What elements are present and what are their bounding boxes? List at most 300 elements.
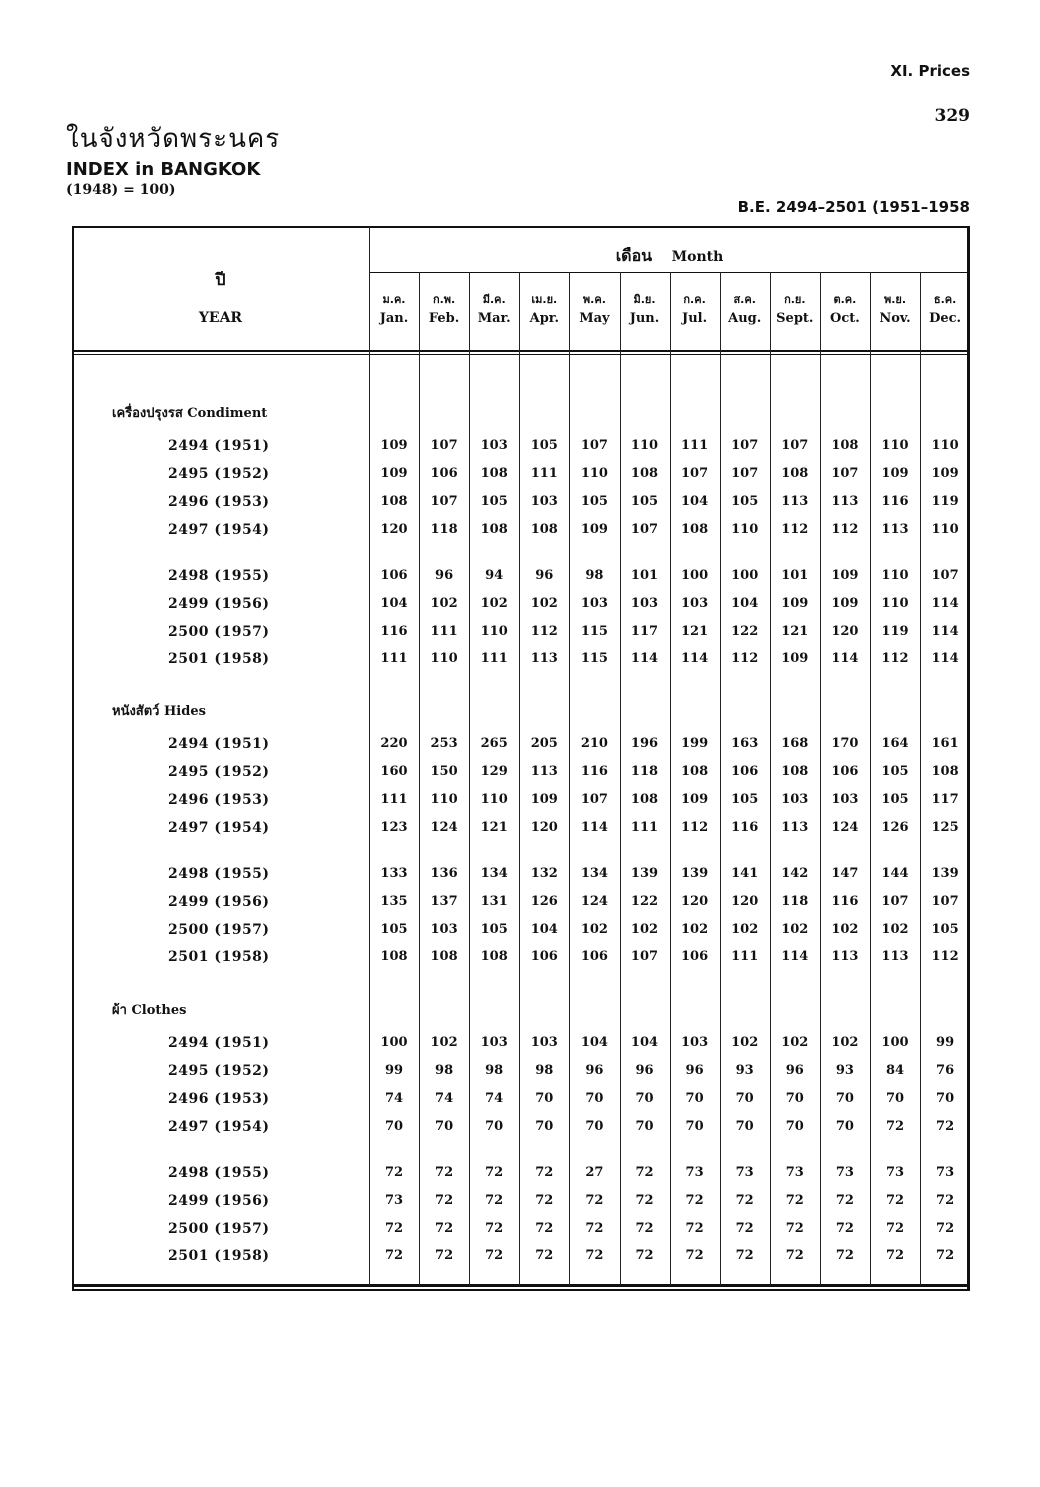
table-cell: 105: [731, 494, 759, 509]
table-cell: 118: [630, 764, 659, 779]
table-cell: 73: [384, 1193, 404, 1208]
table-cell: 106: [681, 949, 709, 964]
table-cell: 102: [430, 1035, 458, 1050]
table-cell: 102: [480, 596, 508, 611]
table-cell: 113: [530, 651, 558, 666]
table-cell: 101: [630, 568, 659, 583]
table-cell: 115: [580, 651, 608, 666]
table-cell: 105: [881, 792, 909, 807]
table-cell: 72: [835, 1221, 854, 1236]
month-column-header: [920, 290, 970, 328]
table-cell: 210: [580, 736, 608, 751]
table-cell: 96: [635, 1063, 654, 1078]
table-cell: 73: [936, 1165, 955, 1180]
table-cell: 117: [630, 624, 659, 639]
table-cell: 139: [931, 866, 959, 881]
table-cell: 70: [835, 1119, 854, 1134]
table-cell: 114: [931, 651, 959, 666]
month-column-header: [770, 290, 820, 328]
month-eng: Oct.: [830, 311, 860, 326]
table-cell: 114: [630, 651, 659, 666]
table-cell: 70: [735, 1119, 754, 1134]
table-cell: 74: [485, 1091, 504, 1106]
table-cell: 108: [931, 764, 959, 779]
table-cell: 110: [480, 792, 508, 807]
table-cell: 112: [781, 522, 809, 537]
table-cell: 108: [630, 466, 659, 481]
row-year-label: 2499 (1956): [168, 596, 270, 612]
thai-title: ในจังหวัดพระนคร: [66, 124, 281, 154]
table-cell: 164: [881, 736, 909, 751]
table-cell: 70: [435, 1119, 454, 1134]
table-cell: 110: [630, 438, 659, 453]
table-cell: 93: [735, 1063, 754, 1078]
section-tag: XI. Prices: [890, 62, 970, 80]
table-cell: 104: [731, 596, 759, 611]
table-cell: 120: [530, 820, 558, 835]
table-cell: 100: [681, 568, 709, 583]
table-cell: 114: [931, 624, 959, 639]
table-cell: 126: [881, 820, 909, 835]
table-cell: 220: [380, 736, 408, 751]
table-cell: 125: [931, 820, 959, 835]
month-thai: ธ.ค.: [933, 293, 957, 306]
month-thai: ส.ค.: [733, 293, 756, 306]
table-cell: 108: [681, 522, 709, 537]
month-thai: ต.ค.: [833, 293, 857, 306]
table-cell: 114: [580, 820, 608, 835]
row-year-label: 2501 (1958): [168, 651, 270, 667]
month-column-header: [419, 290, 469, 328]
table-cell: 105: [580, 494, 608, 509]
table-cell: 101: [781, 568, 809, 583]
table-cell: 105: [731, 792, 759, 807]
month-thai: ม.ค.: [382, 293, 406, 306]
price-index-table: [72, 226, 970, 1293]
row-year-label: 2500 (1957): [168, 922, 270, 938]
row-year-label: 2495 (1952): [168, 1063, 270, 1079]
table-cell: 106: [731, 764, 759, 779]
row-year-label: 2497 (1954): [168, 1119, 270, 1135]
table-cell: 108: [530, 522, 558, 537]
table-cell: 102: [731, 922, 759, 937]
table-cell: 113: [530, 764, 558, 779]
table-cell: 103: [831, 792, 859, 807]
table-cell: 72: [485, 1248, 504, 1263]
table-cell: 70: [885, 1091, 905, 1106]
table-cell: 72: [885, 1193, 905, 1208]
table-cell: 107: [630, 949, 659, 964]
table-cell: 106: [430, 466, 458, 481]
table-cell: 96: [785, 1063, 804, 1078]
table-cell: 72: [384, 1248, 404, 1263]
period-label: B.E. 2494–2501 (1951–1958: [737, 198, 970, 216]
table-cell: 96: [685, 1063, 704, 1078]
row-year-label: 2501 (1958): [168, 949, 270, 965]
table-cell: 160: [380, 764, 408, 779]
table-cell: 102: [430, 596, 458, 611]
table-cell: 73: [685, 1165, 704, 1180]
table-cell: 110: [931, 438, 959, 453]
table-cell: 72: [535, 1248, 554, 1263]
table-cell: 107: [831, 466, 859, 481]
table-cell: 109: [781, 651, 809, 666]
table-cell: 105: [630, 494, 659, 509]
table-cell: 107: [580, 438, 608, 453]
table-cell: 74: [384, 1091, 404, 1106]
table-cell: 109: [931, 466, 959, 481]
month-column-header: [469, 290, 519, 328]
table-cell: 116: [881, 494, 909, 509]
table-cell: 102: [781, 1035, 809, 1050]
table-cell: 115: [580, 624, 608, 639]
row-year-label: 2498 (1955): [168, 866, 270, 882]
table-cell: 70: [635, 1091, 654, 1106]
table-cell: 114: [781, 949, 809, 964]
table-cell: 107: [430, 494, 458, 509]
table-cell: 133: [380, 866, 408, 881]
month-header-thai: เดือน: [615, 246, 653, 265]
table-cell: 108: [380, 494, 408, 509]
table-cell: 168: [781, 736, 809, 751]
table-cell: 112: [831, 522, 859, 537]
table-cell: 72: [785, 1193, 804, 1208]
table-cell: 142: [781, 866, 809, 881]
table-cell: 144: [881, 866, 909, 881]
table-cell: 104: [580, 1035, 608, 1050]
table-bottom-border: [72, 1284, 970, 1287]
table-cell: 72: [635, 1248, 654, 1263]
table-cell: 102: [580, 922, 608, 937]
table-cell: 70: [785, 1119, 804, 1134]
table-cell: 107: [630, 522, 659, 537]
table-cell: 72: [936, 1119, 955, 1134]
month-eng: Nov.: [879, 311, 911, 326]
table-cell: 72: [485, 1193, 504, 1208]
table-cell: 72: [936, 1193, 955, 1208]
table-cell: 108: [480, 466, 508, 481]
month-eng: Aug.: [728, 311, 762, 326]
table-cell: 122: [630, 894, 659, 909]
table-cell: 134: [580, 866, 608, 881]
month-thai: พ.ค.: [582, 293, 606, 306]
table-cell: 96: [435, 568, 454, 583]
table-cell: 116: [731, 820, 759, 835]
row-year-label: 2496 (1953): [168, 494, 270, 510]
month-column-header: [569, 290, 619, 328]
row-year-label: 2498 (1955): [168, 568, 270, 584]
table-cell: 107: [931, 568, 959, 583]
table-cell: 126: [530, 894, 558, 909]
month-eng: Jan.: [379, 311, 409, 326]
table-cell: 109: [380, 466, 408, 481]
table-cell: 116: [380, 624, 408, 639]
table-cell: 120: [831, 624, 859, 639]
table-cell: 110: [480, 624, 508, 639]
month-eng: Apr.: [529, 311, 559, 326]
table-cell: 108: [831, 438, 859, 453]
table-cell: 113: [881, 522, 909, 537]
table-cell: 116: [831, 894, 859, 909]
table-cell: 72: [435, 1221, 454, 1236]
table-cell: 105: [931, 922, 959, 937]
table-cell: 104: [530, 922, 558, 937]
table-cell: 102: [731, 1035, 759, 1050]
month-column-header: [369, 290, 419, 328]
table-cell: 111: [630, 820, 659, 835]
table-cell: 70: [585, 1119, 604, 1134]
table-cell: 109: [781, 596, 809, 611]
table-cell: 109: [380, 438, 408, 453]
table-cell: 114: [831, 651, 859, 666]
table-cell: 73: [735, 1165, 754, 1180]
table-cell: 72: [535, 1193, 554, 1208]
table-cell: 105: [881, 764, 909, 779]
table-cell: 108: [630, 792, 659, 807]
table-cell: 265: [480, 736, 508, 751]
table-cell: 72: [535, 1221, 554, 1236]
table-cell: 104: [630, 1035, 659, 1050]
table-cell: 72: [835, 1248, 854, 1263]
month-eng: Dec.: [929, 311, 962, 326]
table-cell: 108: [781, 764, 809, 779]
table-cell: 131: [480, 894, 508, 909]
month-eng: Feb.: [428, 311, 460, 326]
table-cell: 124: [831, 820, 859, 835]
table-cell: 73: [885, 1165, 905, 1180]
table-cell: 111: [480, 651, 508, 666]
table-cell: 113: [881, 949, 909, 964]
table-cell: 139: [681, 866, 709, 881]
row-year-label: 2495 (1952): [168, 466, 270, 482]
table-cell: 70: [384, 1119, 404, 1134]
table-cell: 72: [485, 1221, 504, 1236]
table-cell: 96: [535, 568, 554, 583]
table-cell: 107: [681, 466, 709, 481]
table-cell: 105: [380, 922, 408, 937]
table-cell: 113: [831, 949, 859, 964]
table-cell: 161: [931, 736, 959, 751]
table-cell: 98: [435, 1063, 454, 1078]
table-cell: 110: [731, 522, 759, 537]
table-cell: 72: [585, 1221, 604, 1236]
table-cell: 117: [931, 792, 959, 807]
table-cell: 110: [881, 438, 909, 453]
table-cell: 108: [480, 522, 508, 537]
table-cell: 105: [530, 438, 558, 453]
table-cell: 100: [380, 1035, 408, 1050]
month-column-header: [870, 290, 920, 328]
table-cell: 84: [885, 1063, 905, 1078]
table-cell: 72: [936, 1248, 955, 1263]
table-cell: 103: [480, 1035, 508, 1050]
table-cell: 121: [480, 820, 508, 835]
table-cell: 70: [936, 1091, 955, 1106]
table-cell: 102: [630, 922, 659, 937]
table-cell: 196: [630, 736, 659, 751]
table-cell: 124: [430, 820, 458, 835]
table-cell: 112: [731, 651, 759, 666]
table-bottom-border-2: [72, 1289, 970, 1291]
table-cell: 114: [931, 596, 959, 611]
table-cell: 72: [735, 1248, 754, 1263]
table-cell: 120: [731, 894, 759, 909]
month-column-header: [820, 290, 870, 328]
table-cell: 122: [731, 624, 759, 639]
table-cell: 72: [485, 1165, 504, 1180]
table-cell: 70: [785, 1091, 804, 1106]
table-cell: 93: [835, 1063, 854, 1078]
table-cell: 70: [485, 1119, 504, 1134]
month-thai: เม.ย.: [531, 293, 558, 306]
month-thai: ก.พ.: [432, 293, 456, 306]
table-cell: 105: [480, 922, 508, 937]
table-cell: 147: [831, 866, 859, 881]
table-cell: 98: [485, 1063, 504, 1078]
table-cell: 107: [430, 438, 458, 453]
table-cell: 163: [731, 736, 759, 751]
month-thai: พ.ย.: [883, 293, 907, 306]
table-cell: 102: [681, 922, 709, 937]
table-cell: 103: [430, 922, 458, 937]
table-cell: 103: [480, 438, 508, 453]
row-year-label: 2500 (1957): [168, 1221, 270, 1237]
table-cell: 109: [530, 792, 558, 807]
month-column-header: [620, 290, 670, 328]
table-cell: 72: [585, 1248, 604, 1263]
table-cell: 103: [580, 596, 608, 611]
table-cell: 72: [885, 1248, 905, 1263]
table-cell: 104: [380, 596, 408, 611]
table-cell: 102: [831, 922, 859, 937]
month-eng: Sept.: [776, 311, 814, 326]
table-cell: 94: [485, 568, 504, 583]
table-cell: 111: [380, 651, 408, 666]
table-cell: 104: [681, 494, 709, 509]
row-year-label: 2499 (1956): [168, 894, 270, 910]
table-cell: 113: [781, 494, 809, 509]
table-cell: 98: [585, 568, 604, 583]
table-cell: 111: [530, 466, 558, 481]
table-cell: 72: [384, 1165, 404, 1180]
table-cell: 109: [881, 466, 909, 481]
table-cell: 170: [831, 736, 859, 751]
table-cell: 73: [785, 1165, 804, 1180]
table-cell: 110: [881, 568, 909, 583]
header-rule: [72, 350, 970, 352]
row-year-label: 2494 (1951): [168, 1035, 270, 1051]
table-left-border: [72, 226, 74, 1290]
table-cell: 100: [731, 568, 759, 583]
table-cell: 150: [430, 764, 458, 779]
table-cell: 120: [681, 894, 709, 909]
english-title: INDEX in BANGKOK: [66, 159, 261, 180]
table-cell: 103: [681, 1035, 709, 1050]
row-year-label: 2500 (1957): [168, 624, 270, 640]
table-cell: 76: [936, 1063, 955, 1078]
table-cell: 110: [881, 596, 909, 611]
table-cell: 112: [881, 651, 909, 666]
table-cell: 72: [535, 1165, 554, 1180]
table-cell: 107: [781, 438, 809, 453]
table-cell: 123: [380, 820, 408, 835]
year-header-thai: ปี: [215, 270, 226, 289]
row-year-label: 2496 (1953): [168, 792, 270, 808]
table-cell: 103: [530, 494, 558, 509]
category-label: เครื่องปรุงรส Condiment: [112, 406, 268, 421]
month-thai: ก.ค.: [683, 293, 706, 306]
table-cell: 253: [430, 736, 458, 751]
table-cell: 107: [931, 894, 959, 909]
table-cell: 113: [781, 820, 809, 835]
table-cell: 114: [681, 651, 709, 666]
table-cell: 106: [380, 568, 408, 583]
table-cell: 111: [380, 792, 408, 807]
table-cell: 70: [835, 1091, 854, 1106]
table-cell: 129: [480, 764, 508, 779]
table-cell: 70: [735, 1091, 754, 1106]
header-rule-2: [72, 354, 970, 355]
year-header: YEAR: [198, 310, 243, 326]
table-cell: 100: [881, 1035, 909, 1050]
table-cell: 102: [831, 1035, 859, 1050]
table-cell: 134: [480, 866, 508, 881]
table-cell: 72: [435, 1248, 454, 1263]
table-cell: 72: [384, 1221, 404, 1236]
table-top-border: [72, 226, 970, 228]
table-cell: 112: [530, 624, 558, 639]
row-year-label: 2499 (1956): [168, 1193, 270, 1209]
month-column-header: [720, 290, 770, 328]
table-cell: 107: [580, 792, 608, 807]
table-cell: 72: [885, 1221, 905, 1236]
table-cell: 112: [931, 949, 959, 964]
month-header: [369, 244, 970, 269]
table-cell: 99: [936, 1035, 955, 1050]
row-year-label: 2495 (1952): [168, 764, 270, 780]
table-cell: 121: [781, 624, 809, 639]
table-cell: 70: [585, 1091, 604, 1106]
table-cell: 110: [931, 522, 959, 537]
table-cell: 111: [731, 949, 759, 964]
table-cell: 103: [530, 1035, 558, 1050]
table-cell: 205: [530, 736, 558, 751]
table-cell: 103: [781, 792, 809, 807]
table-cell: 74: [435, 1091, 454, 1106]
table-cell: 70: [535, 1119, 554, 1134]
table-cell: 135: [380, 894, 408, 909]
table-cell: 70: [685, 1091, 704, 1106]
table-cell: 108: [380, 949, 408, 964]
page-number: 329: [934, 106, 970, 126]
table-cell: 109: [681, 792, 709, 807]
table-cell: 112: [681, 820, 709, 835]
table-cell: 102: [881, 922, 909, 937]
table-cell: 99: [384, 1063, 404, 1078]
table-cell: 120: [380, 522, 408, 537]
table-cell: 111: [681, 438, 709, 453]
table-cell: 116: [580, 764, 608, 779]
table-cell: 139: [630, 866, 659, 881]
category-label: ผ้า Clothes: [112, 1003, 187, 1018]
row-year-label: 2501 (1958): [168, 1248, 270, 1264]
table-cell: 72: [735, 1221, 754, 1236]
table-cell: 72: [835, 1193, 854, 1208]
row-year-label: 2496 (1953): [168, 1091, 270, 1107]
base-year-note: (1948) = 100): [66, 182, 176, 198]
table-cell: 106: [530, 949, 558, 964]
table-cell: 103: [630, 596, 659, 611]
